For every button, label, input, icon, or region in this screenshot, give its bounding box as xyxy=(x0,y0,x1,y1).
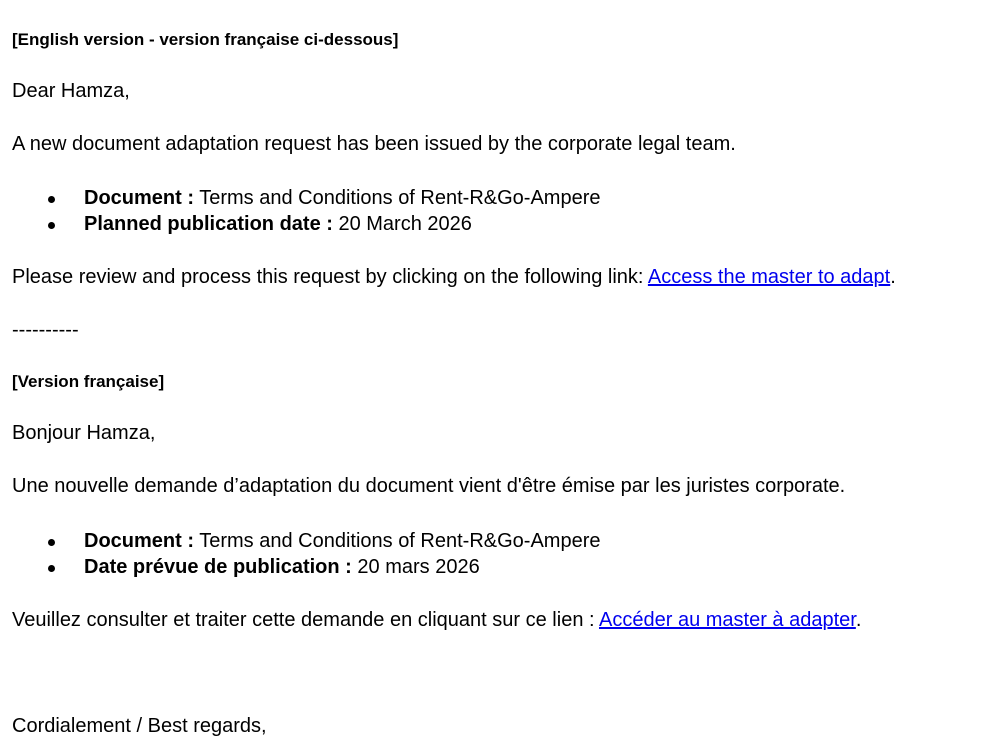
french-period: . xyxy=(855,609,862,631)
french-details-list xyxy=(12,528,600,580)
list-item xyxy=(12,185,600,211)
item-label: Planned publication date : xyxy=(84,213,333,235)
item-label: Document : xyxy=(84,187,194,209)
english-details-list xyxy=(12,185,600,237)
item-label: Date prévue de publication : xyxy=(84,556,352,578)
item-label: Document : xyxy=(84,530,194,552)
item-value: 20 March 2026 xyxy=(338,213,472,235)
list-item xyxy=(12,528,600,554)
separator: ---------- xyxy=(12,319,79,341)
acceder-master-link[interactable]: Accéder au master à adapter xyxy=(599,609,856,631)
french-review-text: Veuillez consulter et traiter cette demande en cliquant sur ce lien : xyxy=(12,609,595,631)
french-version-header: [Version française] xyxy=(12,372,165,391)
french-intro: Une nouvelle demande d’adaptation du document vient d'être émise par les juristes corporate. xyxy=(12,475,846,497)
english-review-text: Please review and process this request by clicking on the following link: xyxy=(12,266,644,288)
list-item xyxy=(12,211,600,237)
english-intro: A new document adaptation request has been issued by the corporate legal team. xyxy=(12,133,736,155)
bullet-icon xyxy=(48,222,55,229)
english-version-header: [English version - version française ci-dessous] xyxy=(12,30,399,49)
bullet-icon xyxy=(48,196,55,203)
bullet-icon xyxy=(48,539,55,546)
item-value: Terms and Conditions of Rent-R&Go-Ampere xyxy=(199,187,601,209)
list-item xyxy=(12,554,600,580)
bullet-icon xyxy=(48,565,55,572)
french-greeting: Bonjour Hamza, xyxy=(12,422,156,444)
item-value: Terms and Conditions of Rent-R&Go-Ampere xyxy=(199,530,601,552)
access-master-link[interactable]: Access the master to adapt xyxy=(647,266,891,288)
item-value: 20 mars 2026 xyxy=(357,556,480,578)
english-greeting: Dear Hamza, xyxy=(12,80,130,102)
english-period: . xyxy=(890,266,896,288)
closing: Cordialement / Best regards, xyxy=(12,715,267,737)
english-review-line xyxy=(12,265,896,289)
french-review-line xyxy=(12,608,861,632)
